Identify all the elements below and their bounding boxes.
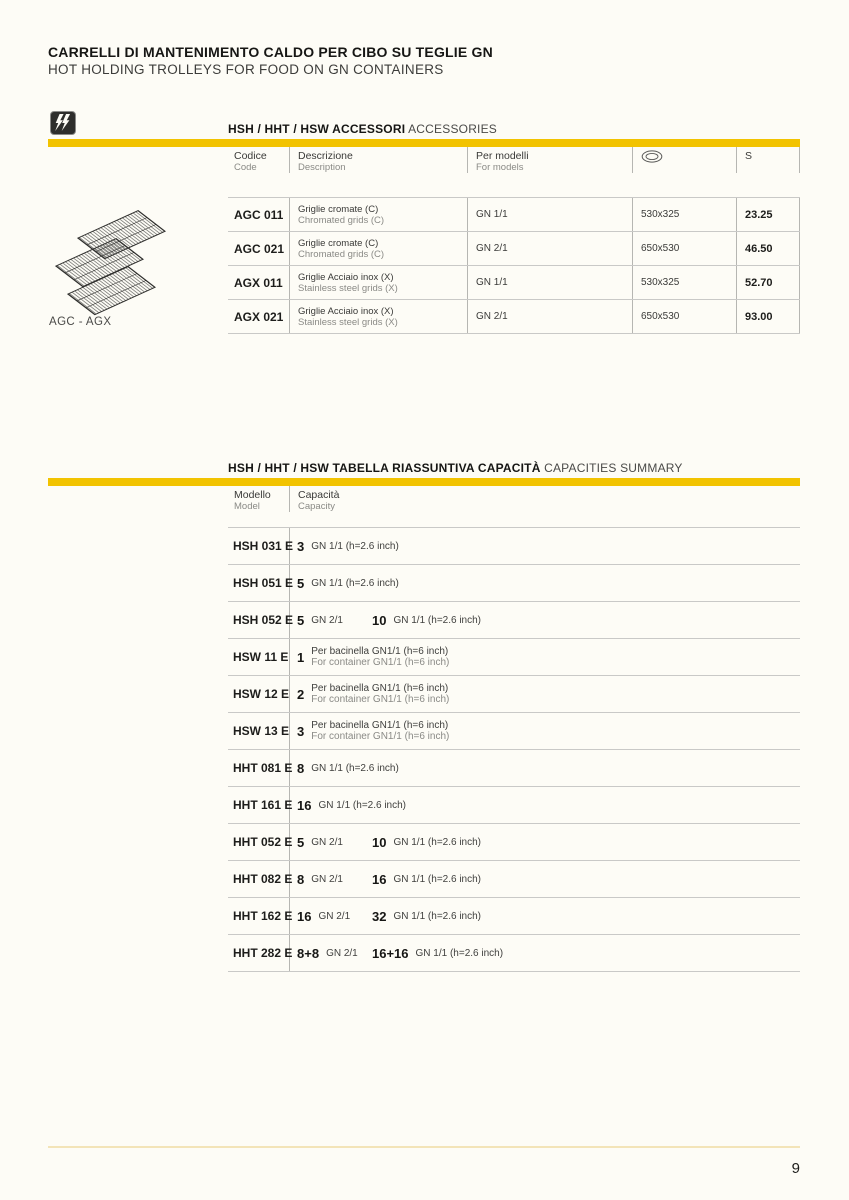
table-header-gap [228, 173, 800, 197]
capacity-desc: GN 1/1 (h=2.6 inch) [311, 762, 399, 774]
accessories-table [228, 147, 800, 334]
capacity-count: 8+8 [297, 945, 320, 961]
cell-models [468, 300, 633, 333]
column-header-model [228, 486, 290, 512]
capacity-segment [297, 872, 365, 887]
column-header-description [290, 147, 468, 173]
cell-dimensions [633, 300, 737, 333]
table-header-gap [228, 512, 800, 527]
capacity-count: 5 [297, 834, 305, 850]
capacity-desc-bilingual [311, 646, 449, 669]
cell-model: HHT 162 E [228, 898, 290, 934]
figure-caption: AGC - AGX [49, 316, 112, 328]
dimensions-value: 650x530 [641, 243, 680, 254]
grids-illustration [48, 194, 170, 316]
page-title: CARRELLI DI MANTENIMENTO CALDO PER CIBO SU TEGLIE GN [48, 44, 493, 60]
cell-models [468, 266, 633, 299]
column-header-model-it: Modello [234, 489, 271, 501]
cell-s: 52.70 [737, 266, 800, 299]
table-row [228, 786, 800, 823]
dimensions-value: 530x325 [641, 209, 680, 220]
table-row [228, 675, 800, 712]
capacity-desc-it: Per bacinella GN1/1 (h=6 inch) [311, 645, 449, 657]
column-header-capacity [290, 486, 800, 512]
cell-dimensions [633, 198, 737, 231]
description-it: Griglie Acciaio inox (X) [298, 271, 394, 283]
capacity-count: 3 [297, 723, 305, 739]
accent-bar-accessories [48, 139, 800, 147]
description-en: Stainless steel grids (X) [298, 316, 398, 328]
cell-s: 93.00 [737, 300, 800, 333]
cell-models [468, 198, 633, 231]
cell-capacity [290, 713, 800, 749]
description-en: Stainless steel grids (X) [298, 282, 398, 294]
cell-capacity [290, 528, 800, 564]
models-value: GN 2/1 [476, 311, 508, 322]
cell-model: HSH 052 E [228, 602, 290, 638]
cell-capacity [290, 565, 800, 601]
capacity-count: 8 [297, 871, 305, 887]
capacity-desc-en: For container GN1/1 (h=6 inch) [311, 694, 450, 705]
capacity-desc: GN 1/1 (h=2.6 inch) [318, 799, 407, 811]
table-row [228, 564, 800, 601]
cell-capacity [290, 676, 800, 712]
cell-capacity [290, 602, 800, 638]
cell-model: HSW 12 E [228, 676, 290, 712]
capacity-segment [297, 946, 365, 961]
capacity-desc-en: For container GN1/1 (h=6 inch) [311, 731, 450, 742]
cell-capacity [290, 787, 800, 823]
cell-model: HSW 11 E [228, 639, 290, 675]
electric-icon [50, 111, 76, 135]
cell-capacity [290, 824, 800, 860]
capacity-count: 8 [297, 760, 305, 776]
cell-capacity [290, 898, 800, 934]
column-header-capacity-en: Capacity [298, 501, 335, 512]
page-header [48, 44, 493, 77]
cell-code: AGC 011 [228, 198, 290, 231]
capacity-segment [372, 946, 503, 961]
capacity-count: 32 [372, 908, 387, 924]
capacity-segment [297, 613, 365, 628]
column-header-model-en: Model [234, 501, 260, 512]
description-en: Chromated grids (C) [298, 248, 385, 260]
capacity-desc: GN 1/1 (h=2.6 inch) [393, 614, 482, 626]
dimensions-value: 530x325 [641, 277, 680, 288]
description-it: Griglie cromate (C) [298, 203, 379, 215]
capacity-count: 10 [372, 612, 387, 628]
cell-model: HHT 082 E [228, 861, 290, 897]
capacities-table [228, 486, 800, 972]
table-row [228, 197, 800, 231]
capacity-desc: GN 2/1 [311, 836, 343, 848]
column-header-s-label: S [745, 150, 753, 162]
capacity-desc: GN 2/1 [311, 873, 343, 885]
capacity-segment [372, 909, 481, 924]
cell-description [290, 266, 468, 299]
capacities-table-header [228, 486, 800, 512]
capacity-desc: GN 1/1 (h=2.6 inch) [311, 540, 399, 552]
table-row [228, 601, 800, 638]
accessories-title-it: HSH / HHT / HSW ACCESSORI [228, 122, 406, 136]
capacities-title-en: CAPACITIES SUMMARY [540, 461, 683, 475]
capacity-desc-bilingual [311, 720, 449, 743]
capacity-segment [297, 835, 365, 850]
description-it: Griglie Acciaio inox (X) [298, 305, 394, 317]
column-header-s [737, 147, 800, 173]
table-row [228, 749, 800, 786]
cell-capacity [290, 861, 800, 897]
dimensions-value: 650x530 [641, 311, 680, 322]
table-row [228, 299, 800, 334]
dimensions-icon [641, 150, 663, 167]
column-header-models [468, 147, 633, 173]
capacity-desc: GN 1/1 (h=2.6 inch) [311, 577, 399, 589]
column-header-description-it: Descrizione [298, 150, 353, 162]
accent-bar-capacities [48, 478, 800, 486]
capacity-count: 10 [372, 834, 387, 850]
accessories-title-en: ACCESSORIES [405, 122, 497, 136]
footer-rule [48, 1146, 800, 1148]
cell-code: AGX 011 [228, 266, 290, 299]
capacity-count: 16 [372, 871, 387, 887]
description-it: Griglie cromate (C) [298, 237, 379, 249]
table-row [228, 897, 800, 934]
cell-description [290, 198, 468, 231]
table-row [228, 231, 800, 265]
capacity-desc-en: For container GN1/1 (h=6 inch) [311, 657, 450, 668]
cell-code: AGX 021 [228, 300, 290, 333]
cell-capacity [290, 750, 800, 786]
table-row [228, 860, 800, 897]
capacity-segment [372, 613, 481, 628]
description-en: Chromated grids (C) [298, 214, 385, 226]
cell-capacity [290, 935, 800, 971]
models-value: GN 1/1 [476, 209, 508, 220]
cell-models [468, 232, 633, 265]
column-header-models-it: Per modelli [476, 150, 529, 162]
capacity-count: 3 [297, 538, 305, 554]
capacity-segment [372, 835, 481, 850]
cell-capacity [290, 639, 800, 675]
cell-model: HSW 13 E [228, 713, 290, 749]
capacity-desc: GN 2/1 [311, 614, 343, 626]
cell-model: HHT 052 E [228, 824, 290, 860]
capacity-count: 5 [297, 612, 305, 628]
cell-model: HHT 161 E [228, 787, 290, 823]
models-value: GN 2/1 [476, 243, 508, 254]
cell-description [290, 300, 468, 333]
table-row [228, 934, 800, 972]
capacity-count: 16 [297, 908, 312, 924]
cell-s: 46.50 [737, 232, 800, 265]
cell-description [290, 232, 468, 265]
models-value: GN 1/1 [476, 277, 508, 288]
cell-code: AGC 021 [228, 232, 290, 265]
column-header-capacity-it: Capacità [298, 489, 340, 501]
capacity-desc: GN 1/1 (h=2.6 inch) [415, 947, 504, 959]
capacity-count: 16 [297, 797, 312, 813]
table-row [228, 823, 800, 860]
capacity-desc: GN 2/1 [318, 910, 351, 922]
accessories-section-title [228, 122, 497, 136]
page-subtitle: HOT HOLDING TROLLEYS FOR FOOD ON GN CONTAINERS [48, 62, 444, 77]
column-header-code [228, 147, 290, 173]
capacity-desc: GN 2/1 [326, 947, 358, 959]
capacity-count: 1 [297, 649, 305, 665]
table-row [228, 527, 800, 564]
table-row [228, 638, 800, 675]
accessories-table-header [228, 147, 800, 173]
capacity-desc-bilingual [311, 683, 449, 706]
capacity-count: 5 [297, 575, 305, 591]
capacity-desc: GN 1/1 (h=2.6 inch) [393, 910, 482, 922]
capacity-count: 2 [297, 686, 305, 702]
page-number: 9 [791, 1160, 800, 1177]
column-header-description-en: Description [298, 162, 346, 173]
capacity-desc-it: Per bacinella GN1/1 (h=6 inch) [311, 719, 449, 731]
cell-model: HHT 282 E [228, 935, 290, 971]
capacity-desc: GN 1/1 (h=2.6 inch) [393, 873, 482, 885]
table-row [228, 712, 800, 749]
cell-model: HHT 081 E [228, 750, 290, 786]
cell-model: HSH 031 E [228, 528, 290, 564]
capacity-segment [297, 909, 365, 924]
column-header-models-en: For models [476, 162, 524, 173]
cell-s: 23.25 [737, 198, 800, 231]
column-header-code-en: Code [234, 162, 257, 173]
column-header-dimensions [633, 147, 737, 173]
capacity-segment [372, 872, 481, 887]
capacity-desc: GN 1/1 (h=2.6 inch) [393, 836, 482, 848]
column-header-code-it: Codice [234, 150, 267, 162]
capacities-section-title [228, 461, 683, 475]
cell-dimensions [633, 232, 737, 265]
cell-dimensions [633, 266, 737, 299]
cell-model: HSH 051 E [228, 565, 290, 601]
capacity-desc-it: Per bacinella GN1/1 (h=6 inch) [311, 682, 449, 694]
table-row [228, 265, 800, 299]
capacity-count: 16+16 [372, 945, 409, 961]
capacities-title-it: HSH / HHT / HSW TABELLA RIASSUNTIVA CAPACITÀ [228, 461, 541, 475]
